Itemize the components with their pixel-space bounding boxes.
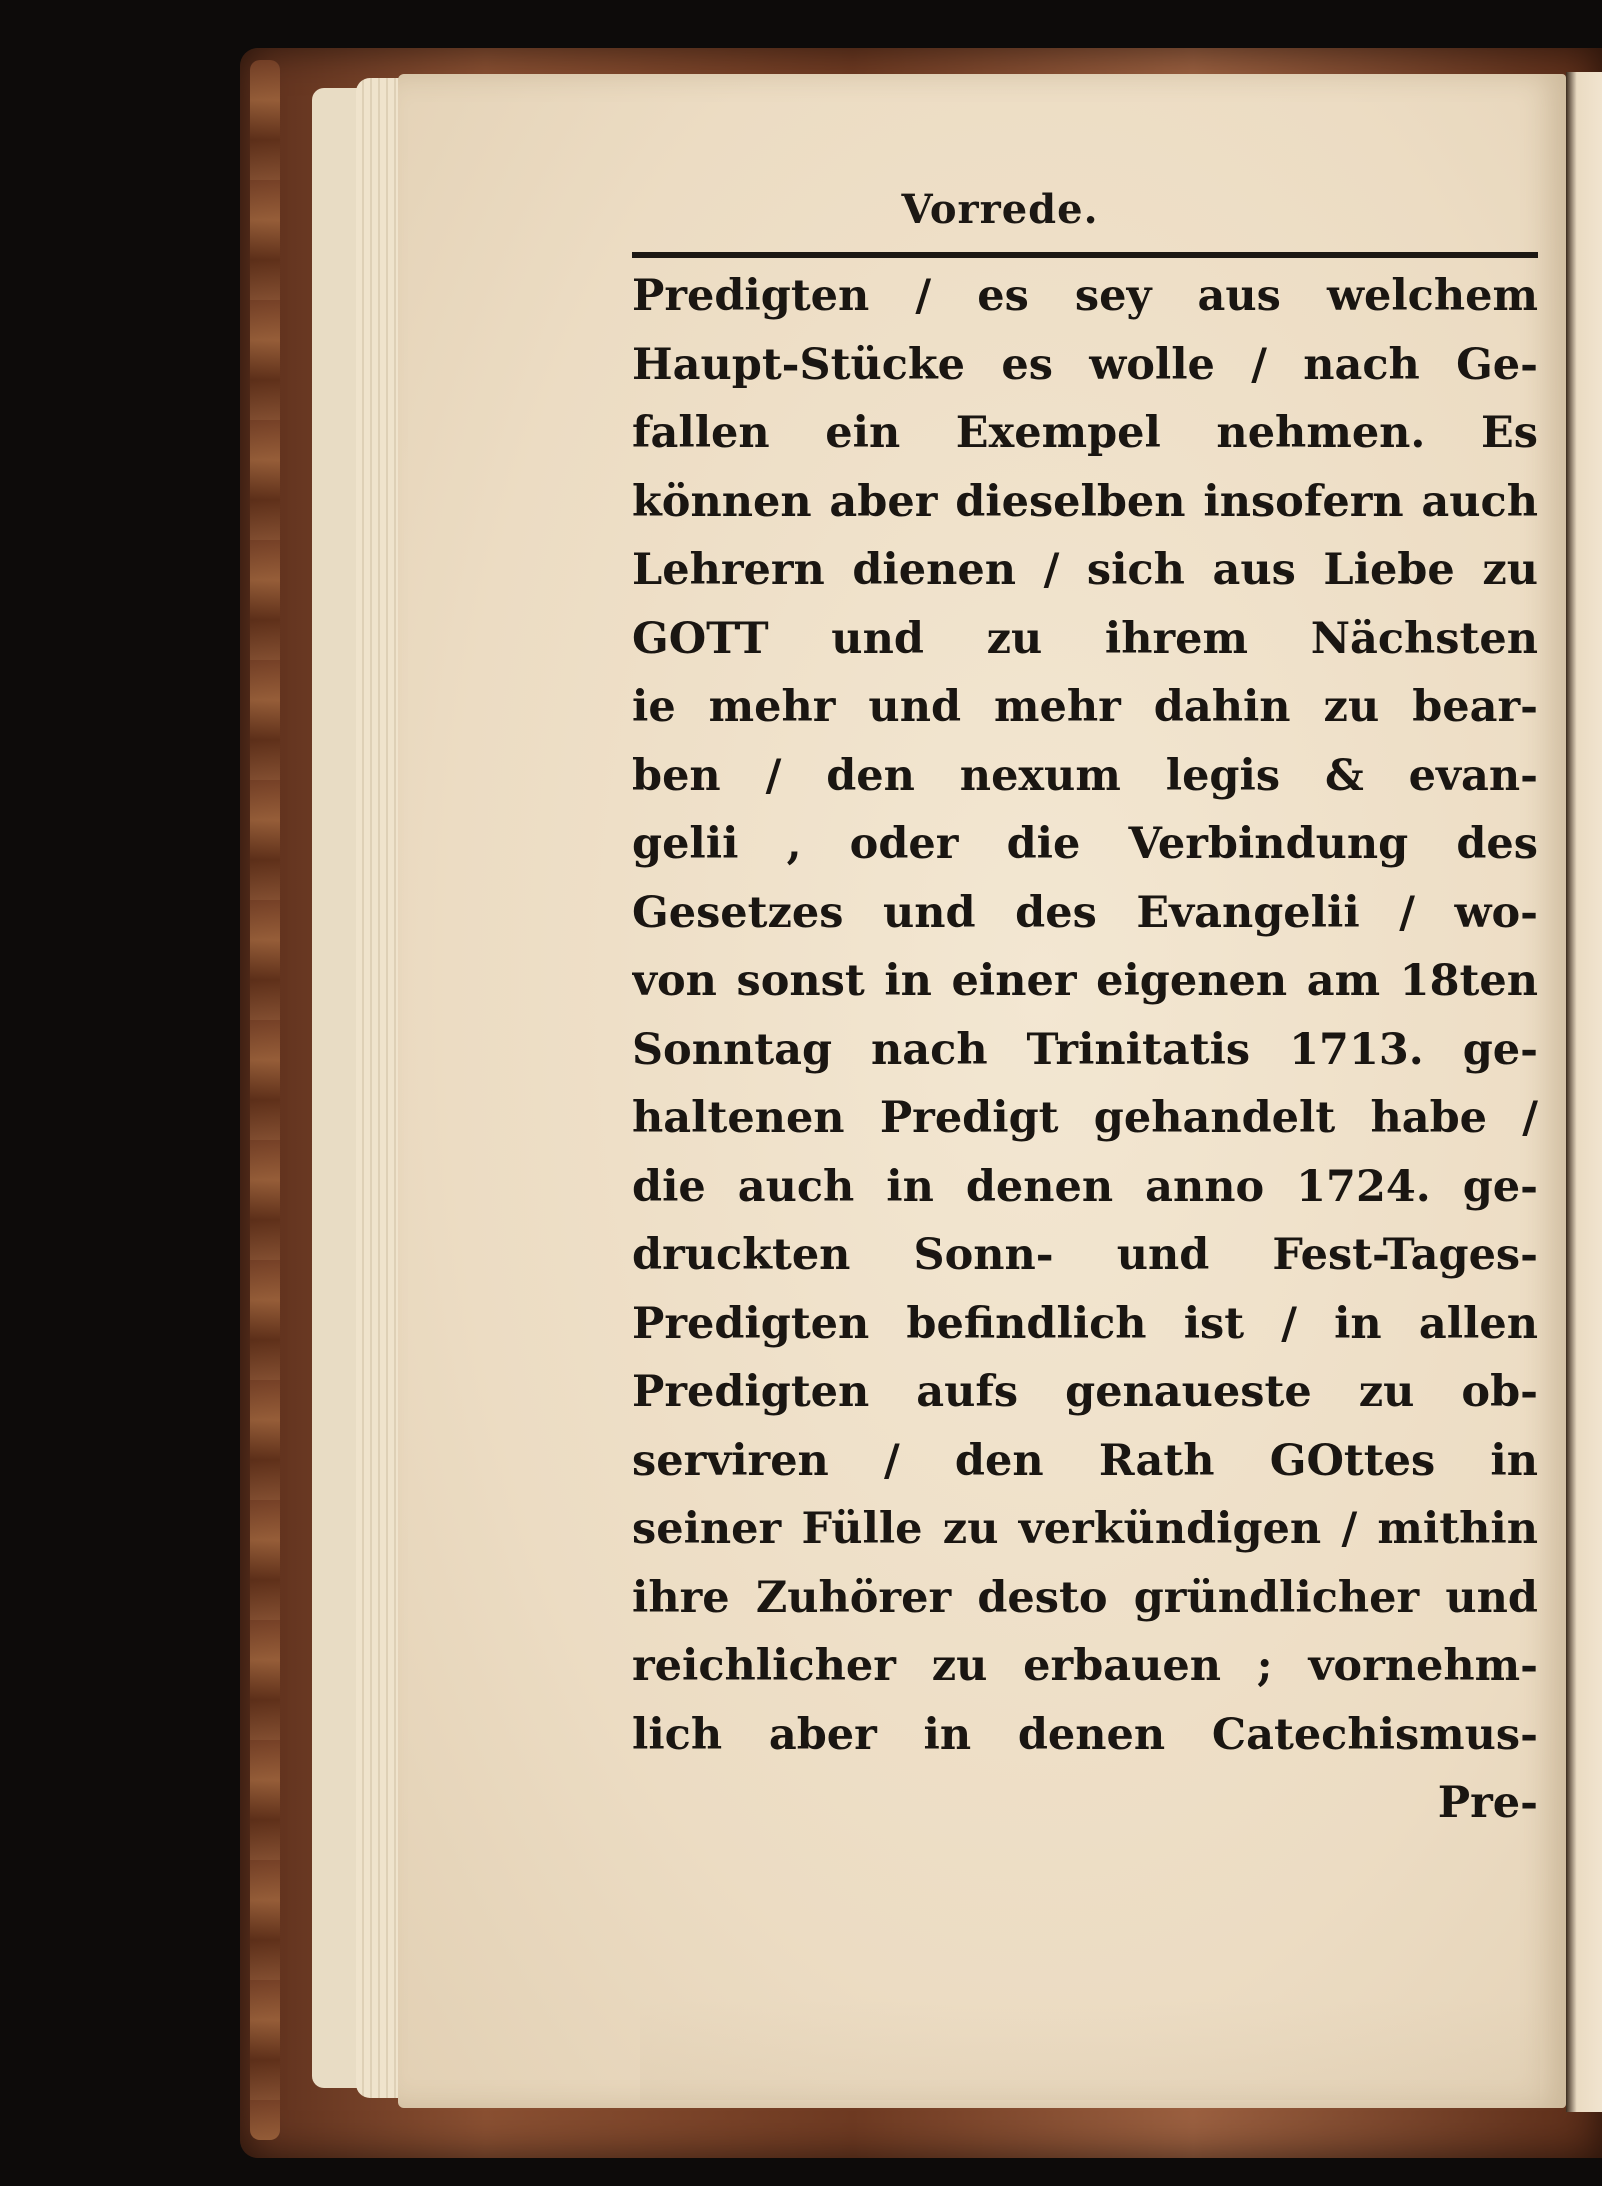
text-line: die auch in denen anno 1724. ge- (632, 1161, 1538, 1212)
cover-spine-edge (250, 60, 280, 2140)
text-line: GOTT und zu ihrem Nächsten (632, 613, 1538, 664)
text-line: ie mehr und mehr dahin zu bear- (632, 682, 1538, 732)
text-line: Predigten befindlich ist / in allen (632, 1298, 1538, 1349)
text-line: Haupt-Stücke es wolle / nach Ge- (632, 339, 1538, 390)
text-line: reichlicher zu erbauen ; vornehm- (632, 1641, 1538, 1691)
text-line: fallen ein Exempel nehmen. Es (632, 408, 1538, 458)
catchword: Pre- (1437, 1778, 1538, 1828)
body-text (632, 262, 1538, 1838)
show-through-shadow (640, 2000, 1540, 2100)
text-line: Sonntag nach Trinitatis 1713. ge- (632, 1024, 1538, 1075)
text-line: druckten Sonn- und Fest-Tages- (632, 1230, 1538, 1280)
text-line: ben / den nexum legis & evan- (632, 750, 1538, 801)
text-line: Predigten / es sey aus welchem (632, 271, 1538, 321)
text-line: haltenen Predigt gehandelt habe / (632, 1093, 1538, 1143)
text-line: serviren / den Rath GOttes in (632, 1435, 1538, 1486)
header-rule (632, 252, 1538, 258)
text-line: können aber dieselben insofern auch (632, 476, 1538, 527)
text-line: Predigten aufs genaueste zu ob- (632, 1367, 1538, 1417)
text-line: ihre Zuhörer desto gründlicher und (632, 1572, 1538, 1623)
text-line: lich aber in denen Catechismus- (632, 1709, 1538, 1760)
text-line: Gesetzes und des Evangelii / wo- (632, 887, 1538, 938)
text-line: von sonst in einer eigenen am 18ten (632, 956, 1538, 1006)
text-line: Lehrern dienen / sich aus Liebe zu (632, 545, 1538, 595)
text-line: seiner Fülle zu verkündigen / mithin (632, 1504, 1538, 1554)
text-line: gelii , oder die Verbindung des (632, 819, 1538, 869)
facing-page-edge (1566, 72, 1602, 2112)
running-header: Vorrede. (901, 186, 1099, 233)
